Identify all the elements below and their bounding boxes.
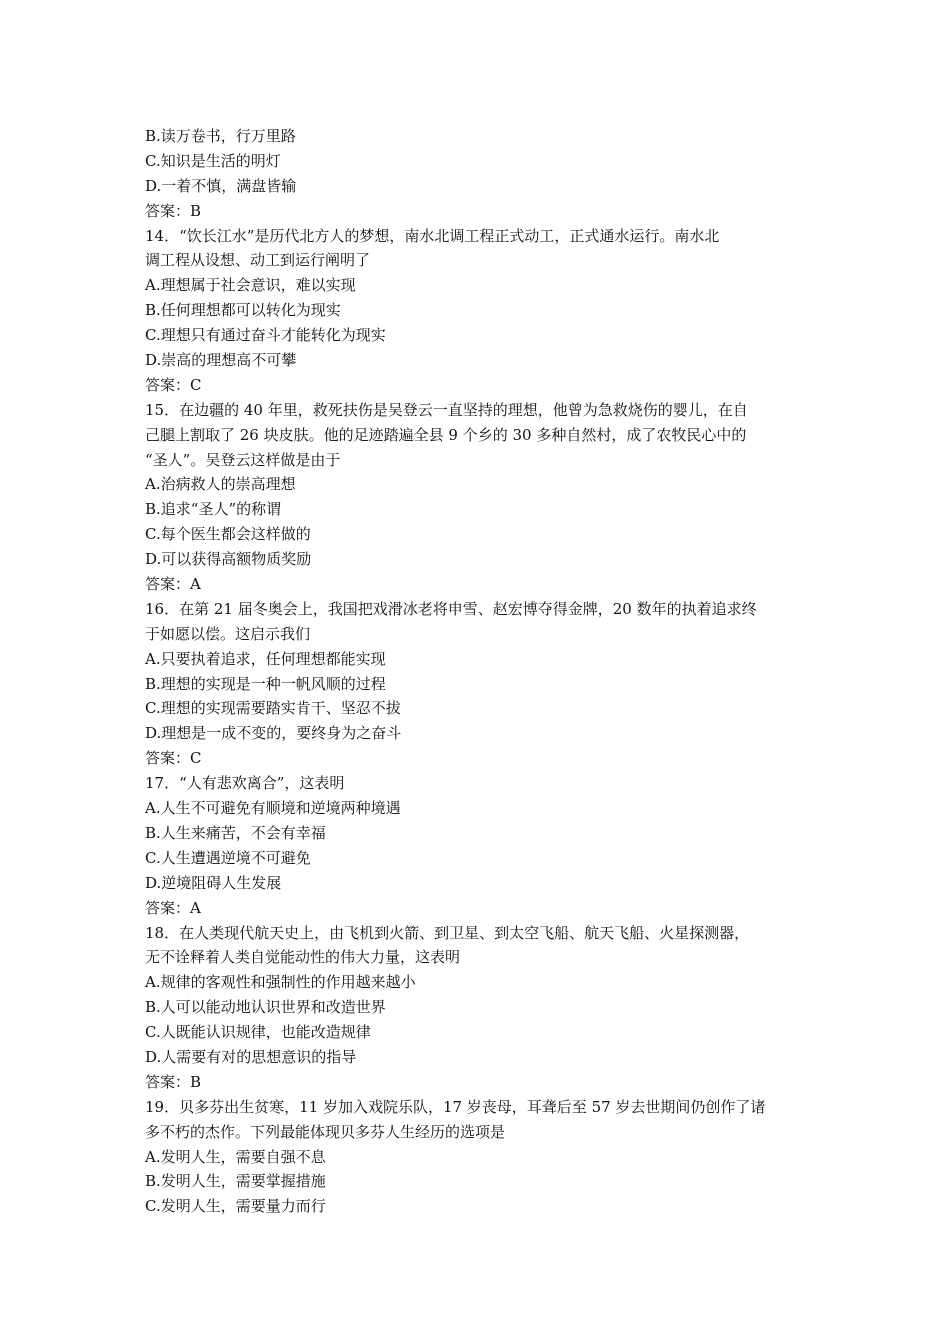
option-line: B.任何理想都可以转化为现实 — [145, 301, 341, 320]
answer-line: 答案：B — [145, 201, 202, 220]
answer-line: 答案：C — [145, 375, 202, 394]
option-line: B.发明人生，需要掌握措施 — [145, 1172, 326, 1191]
option-line: B.人生来痛苦，不会有幸福 — [145, 823, 326, 842]
text-line: B.读万卷书，行万里路 — [145, 127, 296, 145]
document-text — [145, 124, 825, 1219]
question-line: 15．在边疆的 40 年里，救死扶伤是吴登云一直坚持的理想，他曾为急救烧伤的婴儿，在自 — [145, 400, 748, 419]
option-line: C.理想的实现需要踏实肯干、坚忍不拔 — [145, 699, 401, 718]
question-line: 16．在第 21 届冬奥会上，我国把戏滑冰老将申雪、赵宏博夺得金牌，20 数年的执着追求终 — [145, 599, 757, 618]
text-line: C.知识是生活的明灯 — [145, 151, 281, 170]
option-line: D.理想是一成不变的，要终身为之奋斗 — [145, 724, 402, 743]
question-line: 己腿上割取了 26 块皮肤。他的足迹踏遍全县 9 个乡的 30 多种自然村，成了农牧民心中的 — [145, 425, 747, 444]
option-line: A.人生不可避免有顺境和逆境两种境遇 — [145, 799, 401, 818]
option-line: A.发明人生，需要自强不息 — [145, 1147, 326, 1166]
question-line: 无不诠释着人类自觉能动性的伟大力量，这表明 — [145, 948, 461, 967]
option-line: D.逆境阻碍人生发展 — [145, 873, 282, 892]
option-line: D.人需要有对的思想意识的指导 — [145, 1047, 357, 1066]
question-line: 多不朽的杰作。下列最能体现贝多芬人生经历的选项是 — [145, 1122, 506, 1141]
answer-line: 答案：B — [145, 1072, 202, 1091]
option-line: B.理想的实现是一种一帆风顺的过程 — [145, 674, 386, 693]
question-line: 于如愿以偿。这启示我们 — [145, 624, 311, 643]
option-line: D.崇高的理想高不可攀 — [145, 351, 297, 370]
answer-line: 答案：A — [145, 898, 201, 917]
option-line: B.追求“圣人”的称谓 — [145, 500, 282, 519]
question-line: “圣人”。吴登云这样做是由于 — [145, 450, 341, 469]
text-line: D.一着不慎，满盘皆输 — [145, 176, 297, 195]
option-line: A.只要执着追求，任何理想都能实现 — [145, 649, 386, 668]
option-line: C.人生遭遇逆境不可避免 — [145, 848, 311, 867]
option-line: C.发明人生，需要量力而行 — [145, 1197, 326, 1216]
option-line: A.治病救人的崇高理想 — [145, 475, 296, 494]
option-line: C.每个医生都会这样做的 — [145, 525, 311, 544]
option-line: D.可以获得高额物质奖励 — [145, 550, 312, 569]
option-line: C.理想只有通过奋斗才能转化为现实 — [145, 326, 386, 345]
answer-line: 答案：A — [145, 575, 201, 594]
question-line: 17．“人有悲欢离合”，这表明 — [145, 774, 345, 793]
option-line: A.规律的客观性和强制性的作用越来越小 — [145, 973, 416, 992]
option-line: A.理想属于社会意识，难以实现 — [145, 276, 356, 295]
question-line: 19．贝多芬出生贫寒，11 岁加入戏院乐队，17 岁丧母，耳聋后至 57 岁去世期间仍创作了诸 — [145, 1097, 766, 1116]
answer-line: 答案：C — [145, 749, 202, 768]
option-line: B.人可以能动地认识世界和改造世界 — [145, 998, 386, 1017]
option-line: C.人既能认识规律，也能改造规律 — [145, 1023, 371, 1042]
question-line: 14．“饮长江水”是历代北方人的梦想，南水北调工程正式动工，正式通水运行。南水北 — [145, 226, 720, 245]
question-line: 调工程从设想、动工到运行阐明了 — [145, 251, 371, 270]
question-line: 18．在人类现代航天史上，由飞机到火箭、到卫星、到太空飞船、航天飞船、火星探测器， — [145, 923, 750, 942]
